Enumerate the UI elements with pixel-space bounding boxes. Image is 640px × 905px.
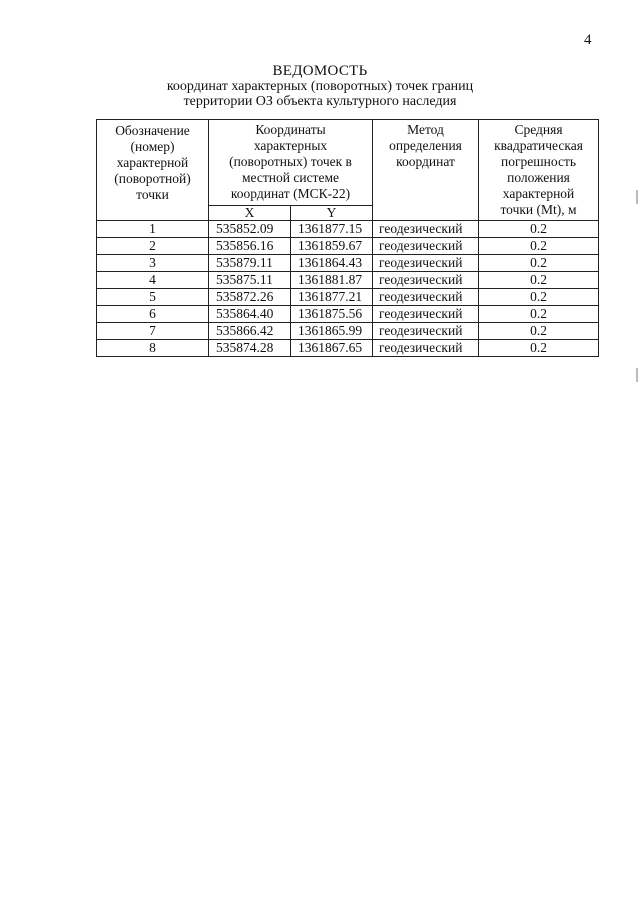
header-error: Средняя квадратическая погрешность положения характерной точки (Mt), м xyxy=(479,120,599,221)
cell-error: 0.2 xyxy=(479,238,599,255)
page-number: 4 xyxy=(584,32,592,48)
cell-error: 0.2 xyxy=(479,221,599,238)
table-row xyxy=(97,323,599,340)
cell-y: 1361877.15 xyxy=(291,221,373,238)
cell-y: 1361864.43 xyxy=(291,255,373,272)
cell-error: 0.2 xyxy=(479,306,599,323)
table-row xyxy=(97,340,599,357)
table-row xyxy=(97,238,599,255)
cell-y: 1361881.87 xyxy=(291,272,373,289)
scan-edge-mark xyxy=(636,368,638,382)
title-subheading-1: координат характерных (поворотных) точек границ xyxy=(166,79,474,94)
title-subheading-2: территории ОЗ объекта культурного наследия xyxy=(183,94,457,109)
cell-y: 1361877.21 xyxy=(291,289,373,306)
cell-x: 535875.11 xyxy=(209,272,291,289)
header-y: Y xyxy=(291,205,373,220)
cell-y: 1361875.56 xyxy=(291,306,373,323)
cell-x: 535864.40 xyxy=(209,306,291,323)
cell-method: геодезический xyxy=(373,289,479,306)
header-point: Обозначение (номер) характерной (поворотной) точки xyxy=(97,120,209,221)
cell-x: 535872.26 xyxy=(209,289,291,306)
header-x: X xyxy=(209,205,291,220)
coordinates-table xyxy=(96,119,599,357)
header-method: Метод определения координат xyxy=(373,120,479,221)
cell-error: 0.2 xyxy=(479,272,599,289)
table-row xyxy=(97,221,599,238)
cell-point: 4 xyxy=(97,272,209,289)
cell-point: 7 xyxy=(97,323,209,340)
cell-method: геодезический xyxy=(373,306,479,323)
cell-method: геодезический xyxy=(373,340,479,357)
cell-x: 535879.11 xyxy=(209,255,291,272)
cell-error: 0.2 xyxy=(479,289,599,306)
scan-edge-mark xyxy=(636,190,638,204)
cell-point: 6 xyxy=(97,306,209,323)
table-row xyxy=(97,306,599,323)
cell-x: 535852.09 xyxy=(209,221,291,238)
cell-x: 535866.42 xyxy=(209,323,291,340)
cell-point: 5 xyxy=(97,289,209,306)
cell-point: 3 xyxy=(97,255,209,272)
cell-method: геодезический xyxy=(373,255,479,272)
cell-method: геодезический xyxy=(373,238,479,255)
table-row xyxy=(97,255,599,272)
cell-x: 535874.28 xyxy=(209,340,291,357)
cell-method: геодезический xyxy=(373,221,479,238)
cell-method: геодезический xyxy=(373,323,479,340)
header-coordinates: Координаты характерных (поворотных) точек в местной системе координат (МСК-22) xyxy=(209,120,373,206)
cell-method: геодезический xyxy=(373,272,479,289)
cell-y: 1361867.65 xyxy=(291,340,373,357)
cell-error: 0.2 xyxy=(479,340,599,357)
cell-error: 0.2 xyxy=(479,323,599,340)
cell-point: 2 xyxy=(97,238,209,255)
cell-x: 535856.16 xyxy=(209,238,291,255)
table-row xyxy=(97,289,599,306)
table-row xyxy=(97,272,599,289)
cell-y: 1361859.67 xyxy=(291,238,373,255)
cell-y: 1361865.99 xyxy=(291,323,373,340)
title-heading: ВЕДОМОСТЬ xyxy=(272,63,368,79)
document-title xyxy=(0,64,640,109)
cell-point: 8 xyxy=(97,340,209,357)
cell-error: 0.2 xyxy=(479,255,599,272)
cell-point: 1 xyxy=(97,221,209,238)
